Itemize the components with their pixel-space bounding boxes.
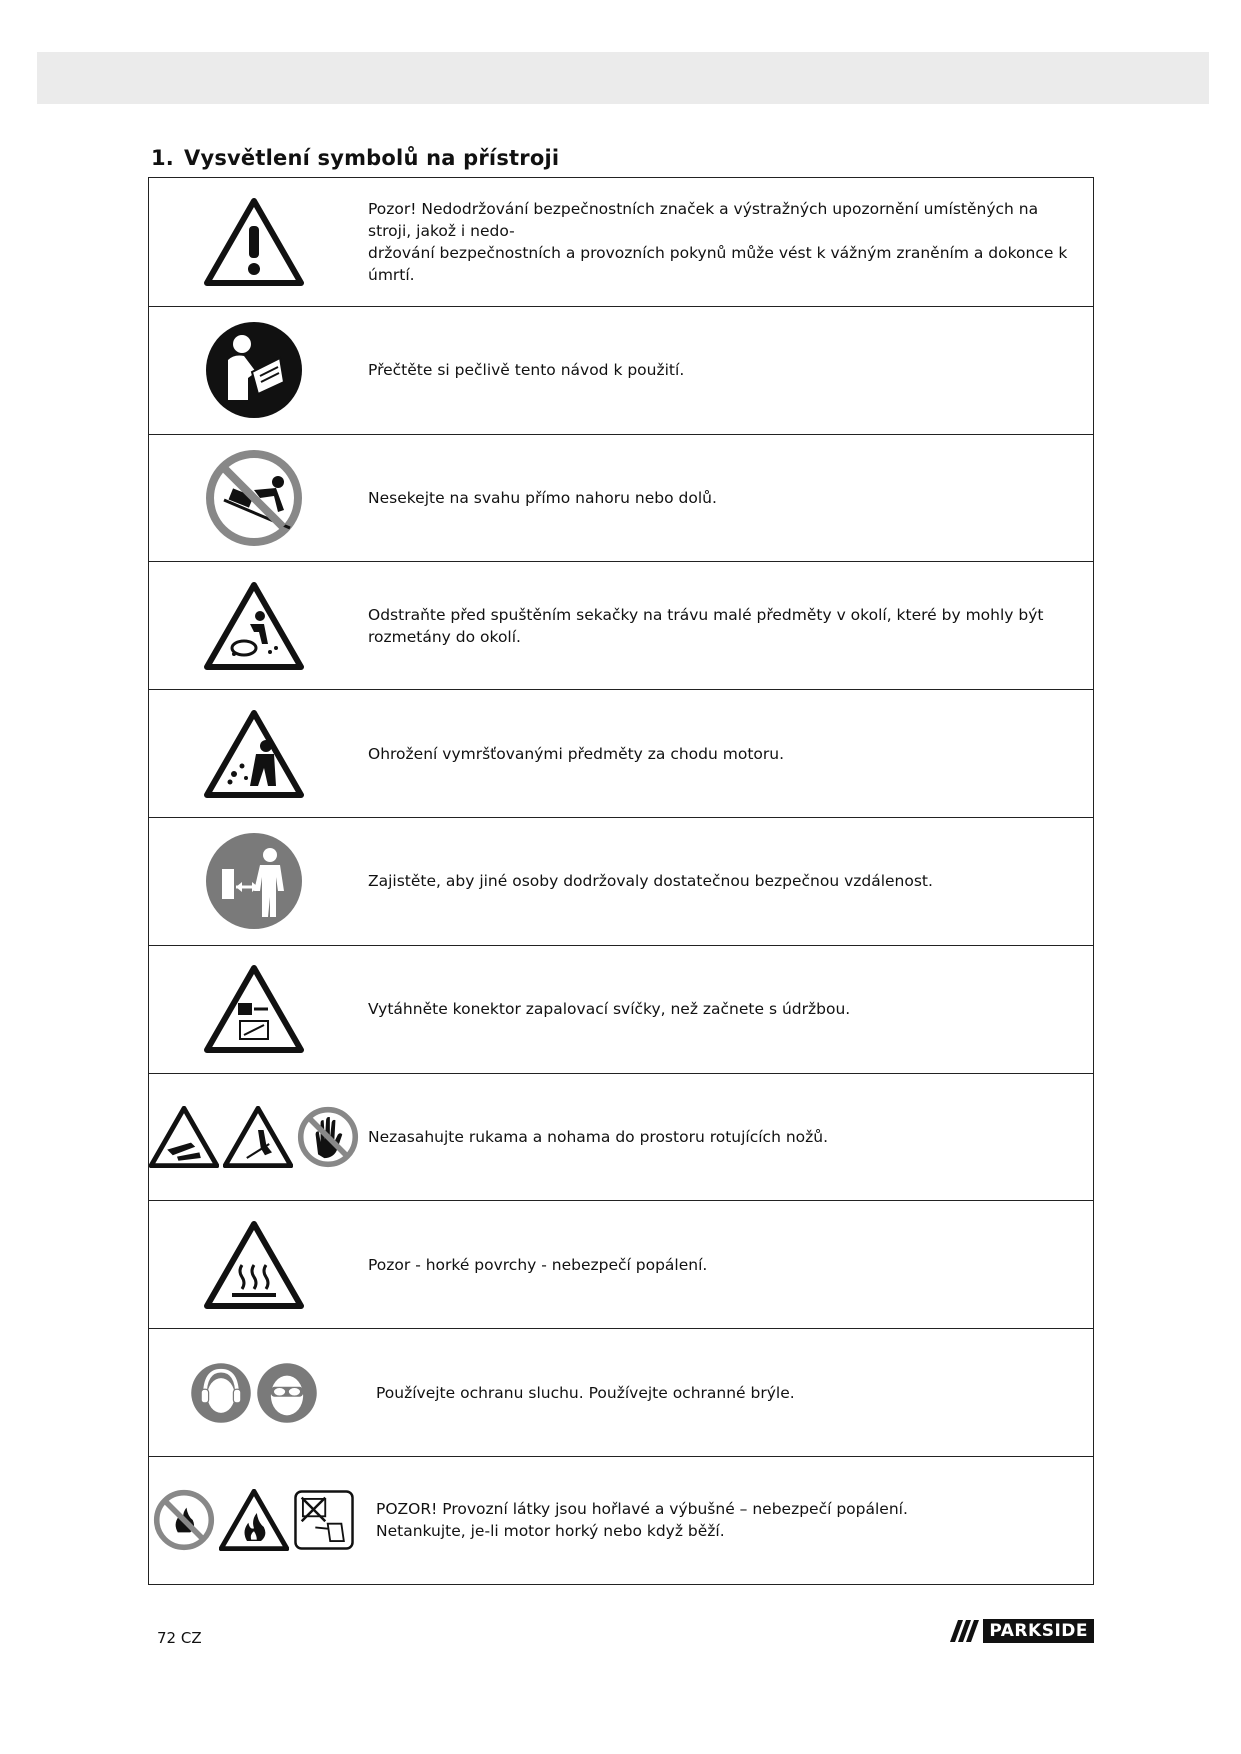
page-number: 72 CZ [157, 1629, 202, 1647]
symbol-description [368, 307, 1085, 434]
description-line: Používejte ochranu sluchu. Používejte ochranné brýle. [376, 1383, 795, 1402]
section-number: 1. [151, 146, 174, 170]
symbol-row [149, 1456, 1093, 1584]
disconnect-spark-plug-warning-icon [204, 965, 304, 1053]
symbol-description [376, 1329, 1085, 1456]
symbol-description [368, 1201, 1085, 1328]
header-band [37, 52, 1209, 104]
symbol-row [149, 561, 1093, 689]
description-line: Zajistěte, aby jiné osoby dodržovaly dostatečnou bezpečnou vzdálenost. [368, 872, 933, 891]
description-line: Přečtěte si pečlivě tento návod k použití. [368, 361, 685, 380]
icon-cell [149, 1457, 359, 1584]
icon-cell [149, 1074, 359, 1201]
description-line: Nesekejte na svahu přímo nahoru nebo dolů. [368, 488, 717, 507]
symbol-row [149, 1328, 1093, 1456]
keep-distance-icon [204, 831, 304, 931]
symbol-row [149, 306, 1093, 434]
foot-cut-warning-icon [223, 1106, 293, 1168]
section-title-text: Vysvětlení symbolů na přístroji [184, 146, 560, 170]
flammable-warning-icon [219, 1489, 289, 1551]
symbol-description [368, 946, 1085, 1073]
symbol-row [149, 1073, 1093, 1201]
description-line: Ohrožení vymršťovanými předměty za chodu motoru. [368, 744, 785, 763]
description-line: Vytáhněte konektor zapalovací svíčky, než začnete s údržbou. [368, 1000, 851, 1019]
symbol-row [149, 945, 1093, 1073]
hand-cut-warning-icon [149, 1106, 219, 1168]
no-mowing-on-slope-icon [204, 448, 304, 548]
logo-wordmark: PARKSIDE [983, 1619, 1094, 1643]
no-hands-icon [297, 1106, 359, 1168]
eye-protection-icon [256, 1362, 318, 1424]
icon-cell [149, 1201, 359, 1328]
general-warning-icon [204, 198, 304, 286]
hot-surface-warning-icon [204, 1221, 304, 1309]
symbol-description [368, 1074, 1085, 1201]
symbol-description [368, 562, 1085, 689]
symbol-description [368, 178, 1085, 306]
symbol-description [368, 435, 1085, 562]
symbol-row [149, 689, 1093, 817]
symbol-description [368, 690, 1085, 817]
icon-cell [149, 946, 359, 1073]
symbol-row [149, 434, 1093, 562]
description-line: Pozor - horké povrchy - nebezpečí popálení. [368, 1255, 708, 1274]
symbol-row [149, 1200, 1093, 1328]
logo-slashes [954, 1619, 983, 1643]
remove-objects-warning-icon [204, 582, 304, 670]
symbol-description [376, 1457, 1085, 1584]
brand-logo [954, 1618, 1094, 1644]
thrown-objects-warning-icon [204, 710, 304, 798]
icon-cell [149, 435, 359, 562]
symbol-description [368, 818, 1085, 945]
icon-cell [149, 178, 359, 306]
description-line: Pozor! Nedodržování bezpečnostních značek a výstražných upozornění umístěných na stroji, jakož i nedo- [368, 199, 1039, 240]
read-manual-icon [204, 320, 304, 420]
description-line: Odstraňte před spuštěním sekačky na trávu malé předměty v okolí, které by mohly být rozmetány do okolí. [368, 605, 1044, 646]
symbol-row [149, 817, 1093, 945]
symbol-table [148, 177, 1094, 1585]
description-line: POZOR! Provozní látky jsou hořlavé a výbušné – nebezpečí popálení. [376, 1500, 908, 1519]
icon-cell [149, 562, 359, 689]
section-title [151, 146, 559, 170]
symbol-row [149, 178, 1093, 306]
icon-cell [149, 818, 359, 945]
no-open-flame-icon [153, 1489, 215, 1551]
no-refuel-running-icon [293, 1489, 355, 1551]
icon-cell [149, 307, 359, 434]
description-line: Netankujte, je-li motor horký nebo když běží. [376, 1522, 725, 1541]
icon-cell [149, 1329, 359, 1456]
description-line: Nezasahujte rukama a nohama do prostoru rotujících nožů. [368, 1127, 829, 1146]
description-line: držování bezpečnostních a provozních pokynů může vést k vážným zraněním a dokonce k úmrtí. [368, 243, 1068, 284]
icon-cell [149, 690, 359, 817]
ear-protection-icon [190, 1362, 252, 1424]
